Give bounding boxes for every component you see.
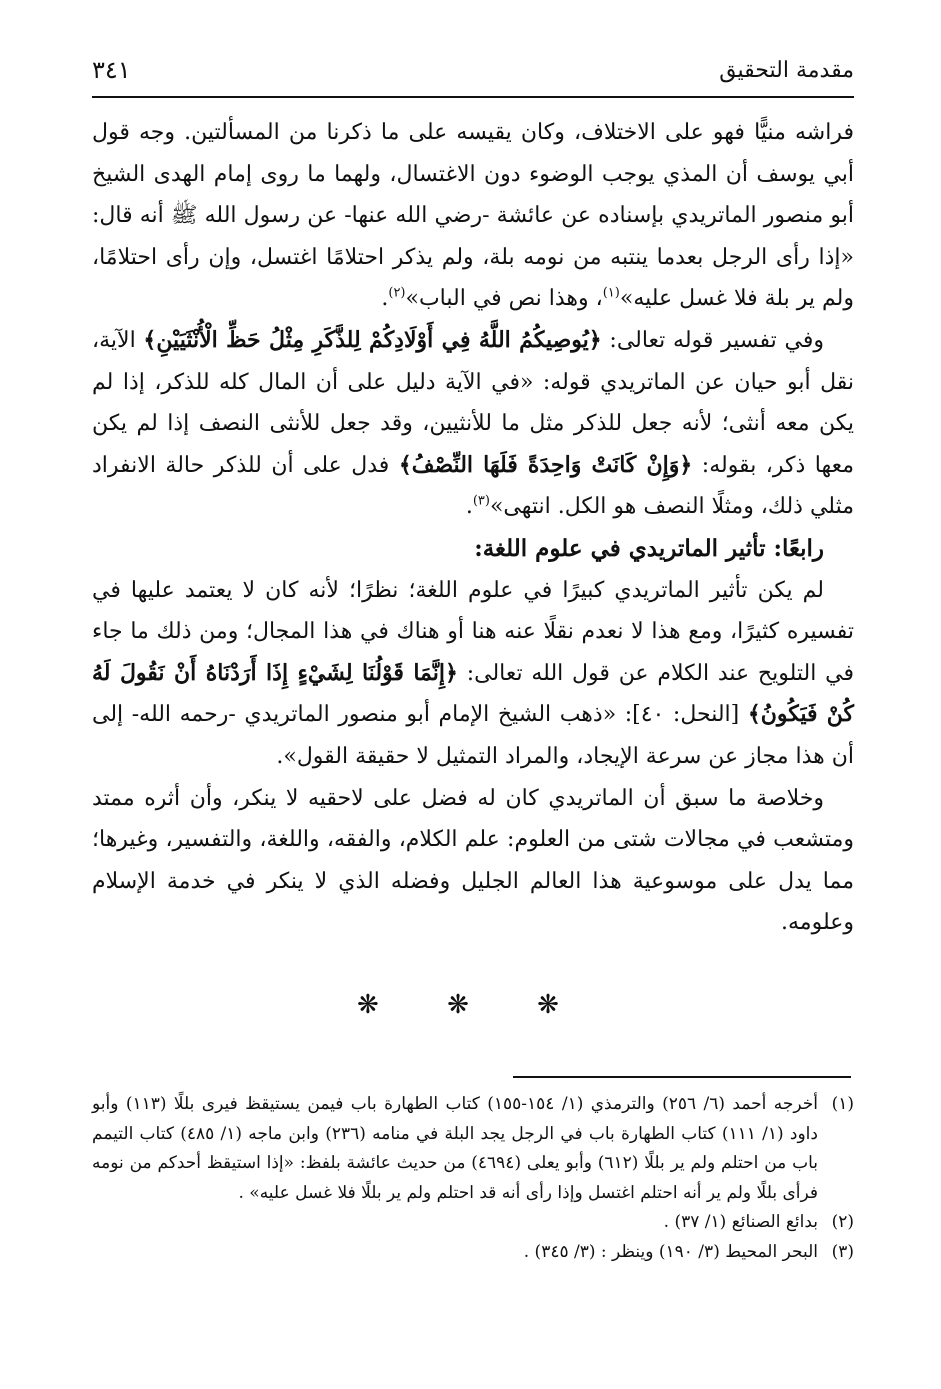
page-number: ٣٤١ [92, 56, 131, 84]
footnote-number: (٣) [831, 1241, 854, 1262]
paragraph-text: ، وهذا نص في الباب» [405, 286, 603, 312]
paragraph-conclusion: وخلاصة ما سبق أن الماتريدي كان له فضل على لاحقيه لا ينكر، وأن أثره ممتد ومتشعب في مجالات شتى من العلوم: علم الكلام، والفقه، واللغة، والتفسير، وغيرها؛ مما يدل على موسوعية هذا العالم الجليل وفضله الذي لا ينكر في خدمة الإسلام وعلومه. [92, 785, 854, 936]
paragraph-text: وفي تفسير قوله تعالى: [601, 327, 824, 353]
paragraph-text: الآية، نقل أبو حيان عن الماتريدي قوله: «في الآية دليل على أن المال كله للذكر، إذا لم يكن معه أنثى؛ لأنه جعل للذكر مثل ما للأنثيين، وقد جعل للأنثى النصف إذا لم يكن معها ذكر، بقوله: [92, 327, 855, 478]
paragraph-end: . [465, 494, 473, 520]
footnote-text: أخرجه أحمد (٦/ ٢٥٦) والترمذي (١/ ١٥٤-١٥٥) كتاب الطهارة باب فيمن يستيقظ فيرى بللًا (١١٣) وأبو داود (١/ ١١١) كتاب الطهارة باب في الرجل يجد البلة في منامه (٢٣٦) وابن ماجه (١/ ٤٨٥) كتاب التيمم باب من احتلم ولم ير بللًا (٦١٢) وأبو يعلى (٤٦٩٤) من حديث عائشة بلفظ: «إذا استيقظ أحدكم من نومه فرأى بللًا ولم ير أنه احتلم اغتسل وإذا رأى أنه قد احتلم ولم ير بللًا فلا غسل عليه» . [92, 1094, 819, 1203]
paragraph-text: لم يكن تأثير الماتريدي كبيرًا في علوم اللغة؛ نظرًا؛ لأنه كان لا يعتمد عليها في تفسيره كثيرًا، ومع هذا لا نعدم نقلًا عنه هنا أو هناك في هذا المجال؛ ومن ذلك ما جاء في التلويح عند الكلام عن قول الله تعالى: [92, 577, 855, 686]
paragraph-language [92, 570, 854, 778]
footnote-ref-3: (٣) [472, 494, 490, 510]
footnote-number: (١) [831, 1094, 854, 1114]
paragraph-hadith [92, 112, 854, 320]
footnote [92, 1090, 854, 1208]
paragraph-text: فراشه منيًّا فهو على الاختلاف، وكان يقيسه على ما ذكرنا من المسألتين. وجه قول أبي يوسف أن المذي يوجب الوضوء دون الاغتسال، ولهما ما روى إمام الهدى الشيخ أبو منصور الماتريدي بإسناده عن عائشة -رضي الله عنها- عن رسول الله ﷺ أنه قال: «إذا رأى الرجل بعدما ينتبه من نومه بلة، ولم يذكر احتلامًا اغتسل، وإن رأى احتلامًا، ولم ير بلة فلا غسل عليه» [92, 120, 854, 312]
footnote-divider [513, 1076, 851, 1078]
footnote [92, 1238, 854, 1268]
header-divider [92, 96, 854, 98]
quran-verse: ﴿إِنَّمَا قَوْلُنَا لِشَيْءٍ إِذَا أَرَدْنَاهُ أَنْ نَقُولَ لَهُ كُنْ فَيَكُونُ﴾ [92, 659, 854, 728]
footnote-text: البحر المحيط (٣/ ١٩٠) وينظر : (٣/ ٣٤٥) . [523, 1241, 818, 1262]
footnote-ref-1: (١) [602, 286, 620, 302]
footnote [92, 1208, 854, 1238]
paragraph-end: . [381, 286, 389, 312]
paragraph-text: [النحل: ٤٠]: «ذهب الشيخ الإمام أبو منصور الماتريدي -رحمه الله- إلى أن هذا مجاز عن سرعة الإيجاد، والمراد التمثيل لا حقيقة القول». [92, 702, 854, 769]
footnote-ref-2: (٢) [388, 286, 406, 302]
page-header [92, 52, 854, 96]
section-separator: ❋ ❋ ❋ [357, 990, 589, 1020]
quran-verse: ﴿يُوصِيكُمُ اللَّهُ فِي أَوْلَادِكُمْ لِلذَّكَرِ مِثْلُ حَظِّ الْأُنْثَيَيْنِ﴾ [143, 326, 602, 353]
paragraph-text: فدل على أن للذكر حالة الانفراد مثلي ذلك، ومثلًا النصف هو الكل. انتهى» [92, 452, 854, 520]
footnote-text: بدائع الصنائع (١/ ٣٧) . [663, 1212, 818, 1232]
paragraph-tafsir [92, 320, 854, 528]
main-text [92, 112, 854, 944]
footnote-number: (٢) [831, 1212, 854, 1232]
quran-verse: ﴿وَإِنْ كَانَتْ وَاحِدَةً فَلَهَا النِّصْفُ﴾ [398, 451, 693, 478]
running-title: مقدمة التحقيق [719, 58, 854, 83]
footnotes [92, 1090, 854, 1267]
section-heading: رابعًا: تأثير الماتريدي في علوم اللغة: [474, 534, 824, 562]
